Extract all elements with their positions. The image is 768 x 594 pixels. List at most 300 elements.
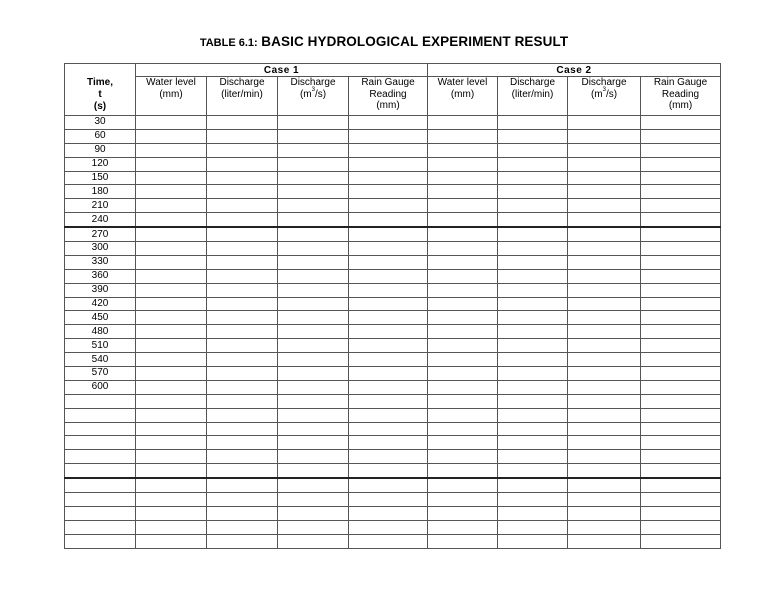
- value-cell: [568, 185, 641, 199]
- value-cell: [498, 227, 568, 241]
- value-cell: [349, 464, 428, 478]
- time-cell: 120: [65, 157, 136, 171]
- value-cell: [428, 493, 498, 507]
- value-cell: [641, 199, 721, 213]
- value-cell: [498, 534, 568, 548]
- table-row: [65, 520, 721, 534]
- value-cell: [136, 450, 207, 464]
- value-cell: [498, 199, 568, 213]
- value-cell: [641, 408, 721, 422]
- value-cell: [428, 297, 498, 311]
- table-row: [65, 478, 721, 492]
- value-cell: [641, 283, 721, 297]
- case2-discharge-lpm-header: Discharge (liter/min): [498, 77, 568, 116]
- value-cell: [568, 353, 641, 367]
- value-cell: [349, 185, 428, 199]
- value-cell: [136, 269, 207, 283]
- value-cell: [568, 325, 641, 339]
- table-row: [65, 116, 721, 130]
- value-cell: [349, 199, 428, 213]
- value-cell: [498, 493, 568, 507]
- value-cell: [428, 534, 498, 548]
- value-cell: [498, 422, 568, 436]
- value-cell: [136, 478, 207, 492]
- time-cell: 240: [65, 213, 136, 227]
- value-cell: [278, 143, 349, 157]
- value-cell: [136, 185, 207, 199]
- value-cell: [498, 367, 568, 381]
- value-cell: [136, 520, 207, 534]
- value-cell: [207, 367, 278, 381]
- value-cell: [136, 143, 207, 157]
- value-cell: [278, 325, 349, 339]
- value-cell: [428, 255, 498, 269]
- value-cell: [498, 157, 568, 171]
- value-cell: [498, 283, 568, 297]
- table-row: [65, 353, 721, 367]
- case2-water-level-header: Water level (mm): [428, 77, 498, 116]
- table-row: [65, 464, 721, 478]
- value-cell: [641, 129, 721, 143]
- value-cell: [278, 506, 349, 520]
- value-cell: [278, 534, 349, 548]
- value-cell: [207, 478, 278, 492]
- time-cell: 600: [65, 380, 136, 394]
- value-cell: [568, 116, 641, 130]
- time-cell: 210: [65, 199, 136, 213]
- table-row: [65, 143, 721, 157]
- value-cell: [349, 520, 428, 534]
- time-cell: 480: [65, 325, 136, 339]
- value-cell: [207, 493, 278, 507]
- value-cell: [641, 478, 721, 492]
- value-cell: [278, 227, 349, 241]
- value-cell: [568, 367, 641, 381]
- value-cell: [207, 325, 278, 339]
- table-row: [65, 534, 721, 548]
- value-cell: [568, 436, 641, 450]
- value-cell: [136, 116, 207, 130]
- value-cell: [641, 394, 721, 408]
- value-cell: [349, 506, 428, 520]
- value-cell: [278, 185, 349, 199]
- value-cell: [428, 380, 498, 394]
- table-row: [65, 380, 721, 394]
- value-cell: [568, 422, 641, 436]
- value-cell: [641, 227, 721, 241]
- time-cell: [65, 534, 136, 548]
- value-cell: [278, 129, 349, 143]
- time-cell: [65, 506, 136, 520]
- time-cell: [65, 394, 136, 408]
- value-cell: [207, 283, 278, 297]
- value-cell: [498, 339, 568, 353]
- value-cell: [278, 450, 349, 464]
- value-cell: [207, 297, 278, 311]
- value-cell: [349, 283, 428, 297]
- value-cell: [136, 213, 207, 227]
- table-row: [65, 199, 721, 213]
- table-row: [65, 506, 721, 520]
- time-cell: 90: [65, 143, 136, 157]
- value-cell: [349, 242, 428, 256]
- value-cell: [278, 255, 349, 269]
- value-cell: [641, 436, 721, 450]
- value-cell: [136, 255, 207, 269]
- value-cell: [498, 520, 568, 534]
- value-cell: [136, 325, 207, 339]
- value-cell: [207, 353, 278, 367]
- value-cell: [568, 269, 641, 283]
- value-cell: [568, 450, 641, 464]
- value-cell: [428, 143, 498, 157]
- value-cell: [568, 493, 641, 507]
- value-cell: [641, 367, 721, 381]
- time-header-label: Time,: [87, 77, 113, 88]
- value-cell: [498, 185, 568, 199]
- value-cell: [568, 255, 641, 269]
- value-cell: [428, 506, 498, 520]
- value-cell: [349, 408, 428, 422]
- table-row: [65, 339, 721, 353]
- time-cell: [65, 422, 136, 436]
- table-row: [65, 242, 721, 256]
- value-cell: [278, 339, 349, 353]
- time-cell: 570: [65, 367, 136, 381]
- value-cell: [207, 227, 278, 241]
- value-cell: [568, 534, 641, 548]
- value-cell: [207, 408, 278, 422]
- value-cell: [498, 213, 568, 227]
- value-cell: [428, 436, 498, 450]
- value-cell: [568, 408, 641, 422]
- value-cell: [278, 242, 349, 256]
- value-cell: [641, 143, 721, 157]
- value-cell: [207, 380, 278, 394]
- value-cell: [136, 493, 207, 507]
- value-cell: [428, 116, 498, 130]
- value-cell: [278, 520, 349, 534]
- value-cell: [641, 213, 721, 227]
- table-row: [65, 269, 721, 283]
- table-row: [65, 185, 721, 199]
- value-cell: [207, 157, 278, 171]
- value-cell: [278, 478, 349, 492]
- table-row: [65, 283, 721, 297]
- value-cell: [349, 450, 428, 464]
- value-cell: [136, 367, 207, 381]
- value-cell: [136, 353, 207, 367]
- value-cell: [207, 394, 278, 408]
- value-cell: [136, 422, 207, 436]
- value-cell: [278, 464, 349, 478]
- value-cell: [349, 269, 428, 283]
- table-row: [65, 325, 721, 339]
- value-cell: [428, 185, 498, 199]
- value-cell: [136, 436, 207, 450]
- time-header: [65, 64, 136, 116]
- value-cell: [568, 311, 641, 325]
- value-cell: [207, 116, 278, 130]
- value-cell: [278, 171, 349, 185]
- value-cell: [641, 157, 721, 171]
- table-row: [65, 255, 721, 269]
- value-cell: [568, 297, 641, 311]
- value-cell: [568, 199, 641, 213]
- value-cell: [641, 493, 721, 507]
- value-cell: [568, 157, 641, 171]
- value-cell: [349, 339, 428, 353]
- value-cell: [641, 311, 721, 325]
- value-cell: [641, 242, 721, 256]
- value-cell: [349, 394, 428, 408]
- value-cell: [207, 534, 278, 548]
- value-cell: [278, 157, 349, 171]
- time-header-symbol: t: [98, 89, 102, 100]
- value-cell: [349, 325, 428, 339]
- time-cell: 540: [65, 353, 136, 367]
- value-cell: [349, 255, 428, 269]
- table-caption: BASIC HYDROLOGICAL EXPERIMENT RESULT: [261, 34, 569, 49]
- time-cell: [65, 408, 136, 422]
- value-cell: [349, 311, 428, 325]
- value-cell: [207, 464, 278, 478]
- value-cell: [568, 339, 641, 353]
- value-cell: [641, 255, 721, 269]
- time-cell: 30: [65, 116, 136, 130]
- time-cell: [65, 520, 136, 534]
- value-cell: [207, 213, 278, 227]
- value-cell: [641, 185, 721, 199]
- value-cell: [136, 534, 207, 548]
- value-cell: [498, 450, 568, 464]
- value-cell: [349, 143, 428, 157]
- value-cell: [349, 436, 428, 450]
- value-cell: [568, 478, 641, 492]
- value-cell: [568, 213, 641, 227]
- time-cell: 510: [65, 339, 136, 353]
- value-cell: [498, 394, 568, 408]
- table-row: [65, 157, 721, 171]
- table-row: [65, 227, 721, 241]
- time-cell: [65, 478, 136, 492]
- time-cell: [65, 493, 136, 507]
- value-cell: [278, 311, 349, 325]
- value-cell: [428, 227, 498, 241]
- value-cell: [428, 283, 498, 297]
- value-cell: [207, 185, 278, 199]
- value-cell: [136, 199, 207, 213]
- value-cell: [207, 520, 278, 534]
- value-cell: [207, 242, 278, 256]
- value-cell: [207, 199, 278, 213]
- value-cell: [641, 171, 721, 185]
- value-cell: [568, 143, 641, 157]
- table-row: [65, 311, 721, 325]
- value-cell: [428, 394, 498, 408]
- value-cell: [349, 478, 428, 492]
- value-cell: [428, 213, 498, 227]
- value-cell: [428, 157, 498, 171]
- value-cell: [278, 394, 349, 408]
- value-cell: [498, 506, 568, 520]
- case2-header: Case 2: [428, 64, 721, 77]
- value-cell: [278, 353, 349, 367]
- value-cell: [136, 380, 207, 394]
- time-cell: 180: [65, 185, 136, 199]
- value-cell: [349, 213, 428, 227]
- table-title: [0, 34, 768, 49]
- value-cell: [568, 520, 641, 534]
- table-row: [65, 394, 721, 408]
- value-cell: [568, 171, 641, 185]
- value-cell: [136, 408, 207, 422]
- time-cell: 360: [65, 269, 136, 283]
- table-row: [65, 408, 721, 422]
- value-cell: [278, 116, 349, 130]
- value-cell: [641, 450, 721, 464]
- value-cell: [428, 269, 498, 283]
- value-cell: [568, 506, 641, 520]
- value-cell: [428, 520, 498, 534]
- value-cell: [428, 464, 498, 478]
- time-cell: 330: [65, 255, 136, 269]
- time-header-unit: (s): [93, 101, 107, 112]
- time-cell: 270: [65, 227, 136, 241]
- value-cell: [136, 311, 207, 325]
- value-cell: [568, 227, 641, 241]
- time-cell: 300: [65, 242, 136, 256]
- value-cell: [498, 436, 568, 450]
- value-cell: [568, 283, 641, 297]
- time-cell: 450: [65, 311, 136, 325]
- value-cell: [498, 353, 568, 367]
- value-cell: [278, 199, 349, 213]
- value-cell: [641, 506, 721, 520]
- value-cell: [278, 283, 349, 297]
- value-cell: [349, 353, 428, 367]
- value-cell: [428, 408, 498, 422]
- value-cell: [207, 311, 278, 325]
- value-cell: [207, 450, 278, 464]
- table-row: [65, 171, 721, 185]
- value-cell: [498, 297, 568, 311]
- value-cell: [498, 143, 568, 157]
- case2-discharge-m3s-header: Discharge $(m^3/s)$: [568, 77, 641, 116]
- value-cell: [641, 534, 721, 548]
- time-cell: [65, 436, 136, 450]
- value-cell: [207, 436, 278, 450]
- value-cell: [207, 143, 278, 157]
- table-row: [65, 436, 721, 450]
- value-cell: [136, 464, 207, 478]
- value-cell: [136, 242, 207, 256]
- time-cell: 150: [65, 171, 136, 185]
- value-cell: [136, 506, 207, 520]
- value-cell: [349, 367, 428, 381]
- value-cell: [641, 464, 721, 478]
- value-cell: [136, 283, 207, 297]
- value-cell: [349, 493, 428, 507]
- value-cell: [349, 297, 428, 311]
- value-cell: [568, 380, 641, 394]
- value-cell: [428, 367, 498, 381]
- value-cell: [349, 116, 428, 130]
- value-cell: [428, 199, 498, 213]
- table-row: [65, 422, 721, 436]
- results-table: [64, 63, 721, 549]
- value-cell: [136, 157, 207, 171]
- value-cell: [136, 394, 207, 408]
- value-cell: [278, 408, 349, 422]
- value-cell: [498, 464, 568, 478]
- table-number: TABLE 6.1:: [199, 37, 258, 49]
- time-cell: 60: [65, 129, 136, 143]
- value-cell: [207, 171, 278, 185]
- table-row: [65, 129, 721, 143]
- value-cell: [136, 339, 207, 353]
- value-cell: [641, 297, 721, 311]
- case1-discharge-m3s-header: Discharge $(m^3/s)$: [278, 77, 349, 116]
- table-row: [65, 493, 721, 507]
- value-cell: [428, 311, 498, 325]
- table-row: [65, 213, 721, 227]
- value-cell: [428, 242, 498, 256]
- value-cell: [278, 380, 349, 394]
- value-cell: [207, 339, 278, 353]
- value-cell: [498, 242, 568, 256]
- value-cell: [349, 129, 428, 143]
- time-cell: [65, 464, 136, 478]
- case1-rain-gauge-header: Rain Gauge Reading (mm): [349, 77, 428, 116]
- value-cell: [498, 255, 568, 269]
- value-cell: [641, 422, 721, 436]
- value-cell: [428, 325, 498, 339]
- value-cell: [136, 297, 207, 311]
- table-row: [65, 367, 721, 381]
- value-cell: [568, 394, 641, 408]
- time-cell: [65, 450, 136, 464]
- value-cell: [207, 255, 278, 269]
- value-cell: [207, 506, 278, 520]
- value-cell: [278, 269, 349, 283]
- value-cell: [498, 171, 568, 185]
- value-cell: [641, 325, 721, 339]
- value-cell: [207, 129, 278, 143]
- value-cell: [278, 367, 349, 381]
- value-cell: [498, 408, 568, 422]
- value-cell: [428, 353, 498, 367]
- value-cell: [498, 478, 568, 492]
- value-cell: [498, 116, 568, 130]
- value-cell: [428, 129, 498, 143]
- value-cell: [349, 227, 428, 241]
- value-cell: [428, 422, 498, 436]
- value-cell: [278, 422, 349, 436]
- case1-discharge-lpm-header: Discharge (liter/min): [207, 77, 278, 116]
- value-cell: [278, 213, 349, 227]
- table-row: [65, 297, 721, 311]
- value-cell: [568, 129, 641, 143]
- value-cell: [641, 380, 721, 394]
- value-cell: [349, 422, 428, 436]
- value-cell: [136, 227, 207, 241]
- value-cell: [568, 242, 641, 256]
- value-cell: [207, 422, 278, 436]
- value-cell: [568, 464, 641, 478]
- value-cell: [641, 269, 721, 283]
- value-cell: [428, 478, 498, 492]
